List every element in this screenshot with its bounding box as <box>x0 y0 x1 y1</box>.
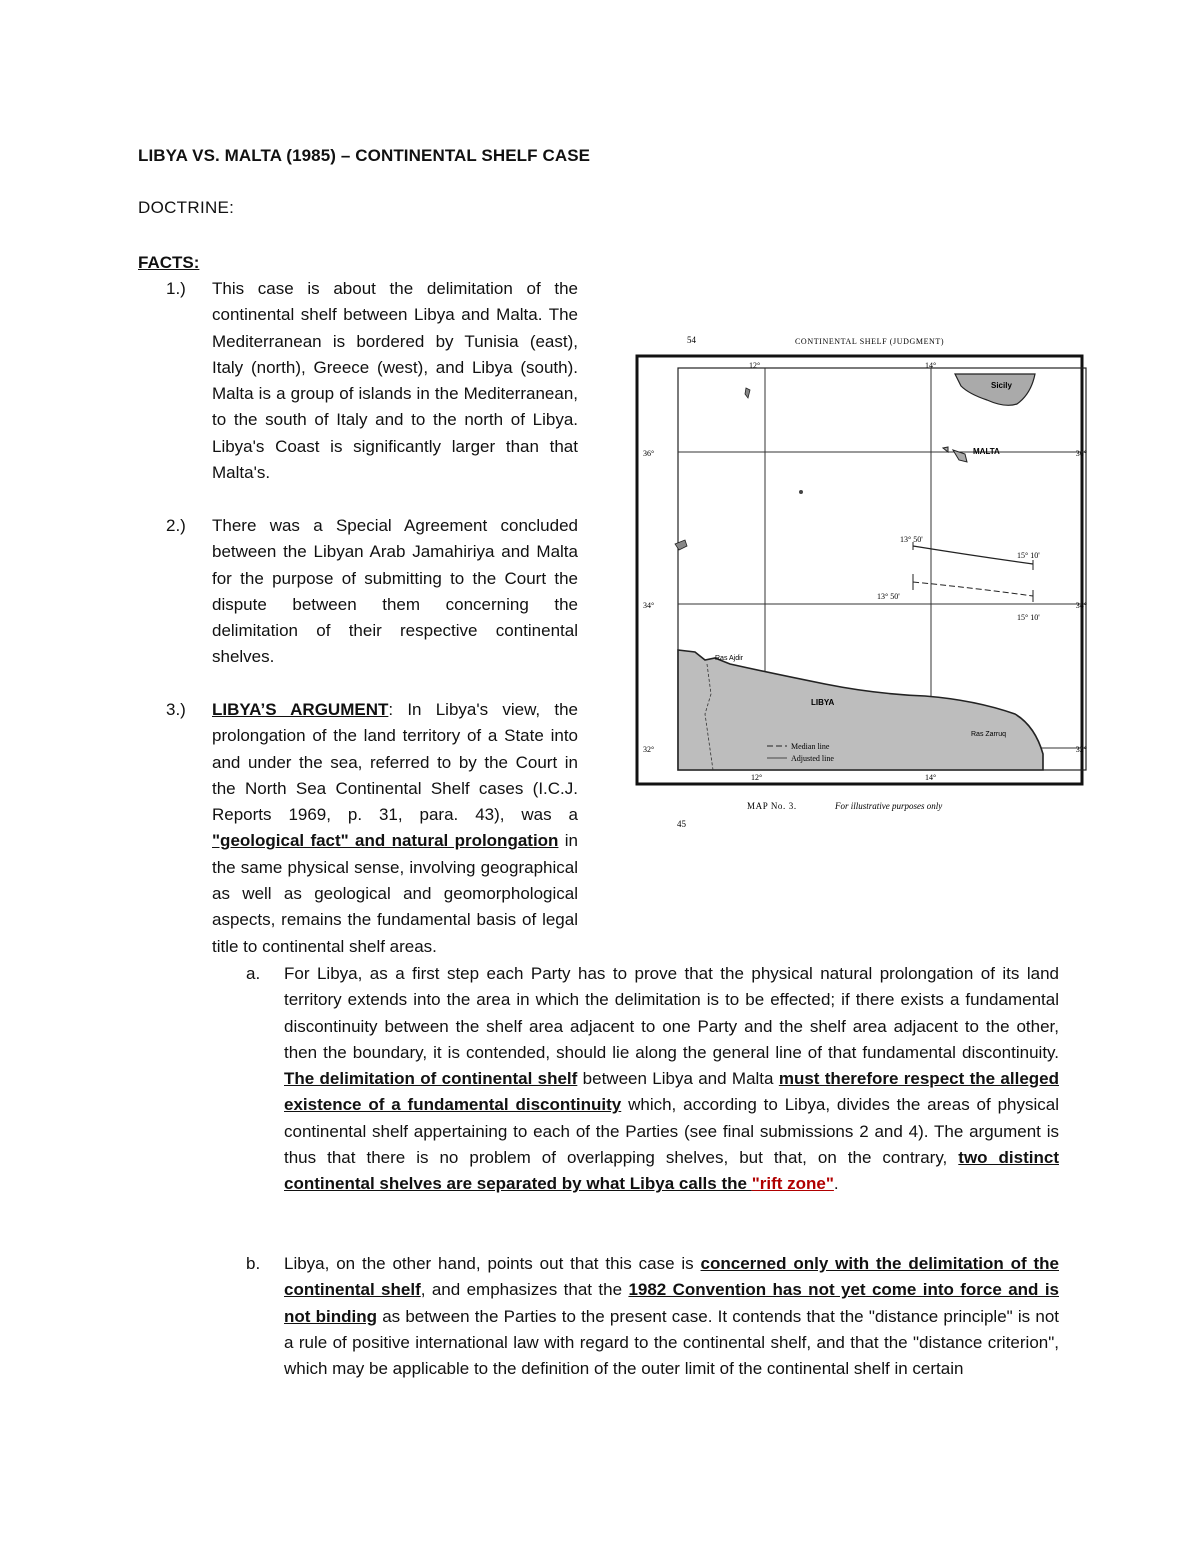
sub-a-underline-3: two distinct continental shelves are separated by what Libya calls the <box>284 1148 1059 1194</box>
lat-34-left: 34° <box>643 601 655 610</box>
sicily-label: Sicily <box>991 381 1012 390</box>
lat-36-left: 36° <box>643 449 655 458</box>
continental-shelf-map <box>635 334 1085 830</box>
lon-14-bottom: 14° <box>925 773 937 782</box>
rift-zone-phrase: "rift zone" <box>751 1174 834 1194</box>
coord-15-10-bottom: 15° 10' <box>1017 613 1040 622</box>
map-footer-number: 45 <box>677 819 686 829</box>
libya-argument-label: LIBYA’S ARGUMENT <box>212 700 389 719</box>
lat-36-right: 36° <box>1075 449 1087 458</box>
malta-label: MALTA <box>973 447 1000 456</box>
libya-label: LIBYA <box>811 698 835 707</box>
lat-32-left: 32° <box>643 745 655 754</box>
map-caption-note: For illustrative purposes only <box>835 801 943 811</box>
sub-a-underline-1: The delimitation of continental shelf <box>284 1069 578 1089</box>
sub-b-part-3: as between the Parties to the present case. It contends that the "distance principle" is not a rule of positive international law with regard to the continental shelf, and that the "distance criterion", which may be applicable to the definition of the outer limit of the continental shelf in certain <box>284 1306 1059 1379</box>
sub-b-underline-2: 1982 Convention has not yet come into force and is not binding <box>284 1280 1059 1326</box>
doctrine-heading: DOCTRINE: <box>138 198 235 217</box>
sub-b-marker: b. <box>246 1254 261 1273</box>
map-caption-number: MAP No. 3. <box>747 801 797 811</box>
sub-b-underline-1: concerned only with the delimitation of the continental shelf <box>284 1254 1059 1300</box>
fact-1-text: This case is about the delimitation of the continental shelf between Libya and Malta. The Mediterranean is bordered by Tunisia (east), Italy (north), Greece (west), and Libya (south). Malta is a group of islands in the Mediterranean, to the south of Italy and to the north of Libya. Libya's Coast is significantly larger than that Malta's. <box>212 279 578 483</box>
ras-ajdir-label: Ras Ajdir <box>715 655 744 662</box>
geological-fact-phrase: "geological fact" and natural prolongation <box>212 831 559 851</box>
map-header: CONTINENTAL SHELF (JUDGMENT) <box>795 337 945 346</box>
lat-34-right: 34° <box>1075 601 1087 610</box>
sub-a-marker: a. <box>246 964 261 983</box>
fact-3-number: 3.) <box>166 700 186 719</box>
lon-12-bottom: 12° <box>751 773 763 782</box>
coord-13-50-top: 13° 50' <box>900 535 923 544</box>
legend-adjusted-label: Adjusted line <box>791 754 834 763</box>
fact-3-part-2: in the same physical sense, involving geographical as well as geological and geomorphological aspects, remains the fundamental basis of legal title to continental shelf areas. <box>212 831 578 956</box>
facts-heading: FACTS: <box>138 253 200 272</box>
fact-3-part-1: : In Libya's view, the prolongation of the land territory of a State into and under the sea, referred to by the Court in the North Sea Continental Shelf cases (I.C.J. Reports 1969, p. 31, para. 43), was a <box>212 700 578 825</box>
fact-1-number: 1.) <box>166 279 186 298</box>
sub-a-part-3: which, according to Libya, divides the areas of physical continental shelf appertaining to each of the Parties (see final submissions 2 and 4). The argument is thus that there is no problem of overlapping shelves, but that, on the contrary, <box>284 1095 1059 1168</box>
sub-b-text <box>284 1251 1059 1382</box>
sub-a-text <box>284 961 1059 1198</box>
sub-a-underline-2: must therefore respect the alleged existence of a fundamental discontinuity <box>284 1069 1059 1115</box>
document-title: LIBYA VS. MALTA (1985) – CONTINENTAL SHELF CASE <box>138 146 591 165</box>
lampedusa-island <box>799 490 803 494</box>
sub-a-part-2: between Libya and Malta <box>577 1069 779 1089</box>
lon-12-top: 12° <box>749 361 761 370</box>
lat-32-right: 32° <box>1075 745 1087 754</box>
map-page-number: 54 <box>687 335 696 345</box>
fact-2-text: There was a Special Agreement concluded between the Libyan Arab Jamahiriya and Malta for the purpose of submitting to the Court the dispute between them concerning the delimitation of their respective continental shelves. <box>212 516 578 667</box>
coord-13-50-bottom: 13° 50' <box>877 592 900 601</box>
sub-a-part-1: For Libya, as a first step each Party has to prove that the physical natural prolongation of its land territory extends into the area in which the delimitation is to be effected; if there exists a fundamental discontinuity between the shelf area adjacent to one Party and the shelf area adjacent to the other, then the boundary, it is contended, should lie along the general line of that fundamental discontinuity. <box>284 964 1059 1062</box>
coord-15-10-top: 15° 10' <box>1017 551 1040 560</box>
legend-median-label: Median line <box>791 742 830 751</box>
sub-a-part-4: . <box>833 1174 839 1194</box>
sub-b-part-1: Libya, on the other hand, points out that this case is <box>284 1254 701 1273</box>
fact-2-number: 2.) <box>166 516 186 535</box>
lon-14-top: 14° <box>925 361 937 370</box>
sub-b-part-2: , and emphasizes that the <box>420 1280 629 1300</box>
ras-zarruq-label: Ras Zarruq <box>971 731 1007 738</box>
